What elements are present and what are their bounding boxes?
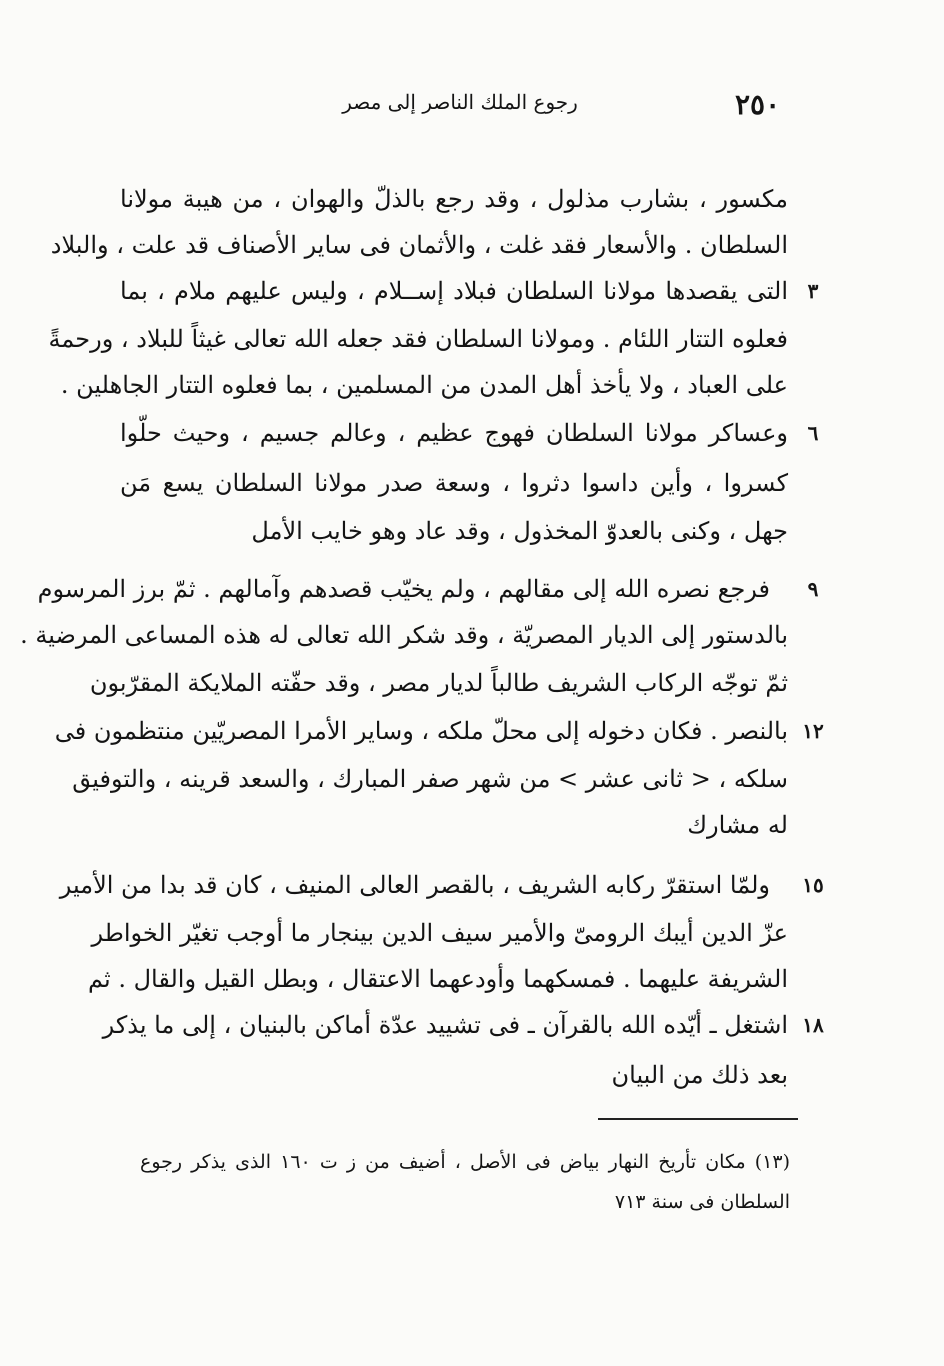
text-line: على العباد ، ولا يأخذ أهل المدن من المسلمين ، بما فعلوه التتار الجاهلين .	[60, 371, 788, 399]
text-line: فعلوه التتار اللئام . ومولانا السلطان فقد جعله الله تعالى غيثاً للبلاد ، ورحمةً	[48, 325, 788, 353]
line-number: ١٥	[802, 873, 824, 897]
text-line: عزّ الدين أيبك الرومىّ والأمير سيف الدين بينجار ما أوجب تغيّر الخواطر	[91, 919, 788, 947]
text-line: بالنصر . فكان دخوله إلى محلّ ملكه ، وساير الأمرا المصريّين منتظمون فى	[54, 717, 788, 745]
footnote-text-line: (١٣) مكان تأريخ النهار بياض فى الأصل ، أضيف من ز ت ١٦٠ الذى يذكر رجوع	[140, 1151, 790, 1173]
text-line: التى يقصدها مولانا السلطان فبلاد إســلام ، وليس عليهم ملام ، بما	[120, 277, 788, 305]
text-line: ثمّ توجّه الركاب الشريف طالباً لديار مصر ، وقد حفّته الملايكة المقرّبون	[89, 669, 788, 697]
text-line: فرجع نصره الله إلى مقالهم ، ولم يخيّب قصدهم وآمالهم . ثمّ برز المرسوم	[37, 575, 770, 603]
line-number: ١٨	[802, 1013, 824, 1037]
line-number: ١٢	[802, 719, 824, 743]
text-line: الشريفة عليهما . فمسكهما وأودعهما الاعتقال ، وبطل القيل والقال . ثم	[88, 965, 788, 993]
running-head-title: رجوع الملك الناصر إلى مصر	[342, 90, 578, 114]
text-line: له مشارك	[687, 811, 788, 839]
footnote-text-line: السلطان فى سنة ٧١٣	[614, 1191, 790, 1213]
text-line: كسروا ، وأين داسوا دثروا ، وسعة صدر مولانا السلطان يسع مَن	[120, 469, 788, 497]
text-line: بعد ذلك من البيان	[611, 1061, 788, 1089]
text-line: جهل ، وكنى بالعدوّ المخذول ، وقد عاد وهو خايب الأمل	[251, 517, 788, 545]
line-number: ٦	[807, 421, 819, 445]
text-line: السلطان . والأسعار فقد غلت ، والأثمان فى ساير الأصناف قد علت ، والبلاد	[50, 231, 788, 259]
text-line: بالدستور إلى الديار المصريّة ، وقد شكر الله تعالى له هذه المساعى المرضية .	[20, 621, 788, 649]
text-line: مكسور ، بشارب مذلول ، وقد رجع بالذلّ والهوان ، من هيبة مولانا	[120, 185, 788, 213]
text-line: وعساكر مولانا السلطان فهوج عظيم ، وعالم جسيم ، وحيث حلّوا	[120, 419, 788, 447]
line-number: ٩	[807, 577, 819, 601]
text-line: سلكه ، < ثانى عشر > من شهر صفر المبارك ، والسعد قرينه ، والتوفيق	[72, 765, 788, 793]
page-number: ٢٥٠	[735, 88, 781, 121]
text-line: اشتغل ـ أيّده الله بالقرآن ـ فى تشييد عدّة أماكن بالبنيان ، إلى ما يذكر	[102, 1011, 788, 1039]
line-number: ٣	[807, 279, 819, 303]
footnote-separator	[598, 1118, 798, 1120]
text-line: ولمّا استقرّ ركابه الشريف ، بالقصر العالى المنيف ، كان قد بدا من الأمير	[59, 871, 770, 899]
